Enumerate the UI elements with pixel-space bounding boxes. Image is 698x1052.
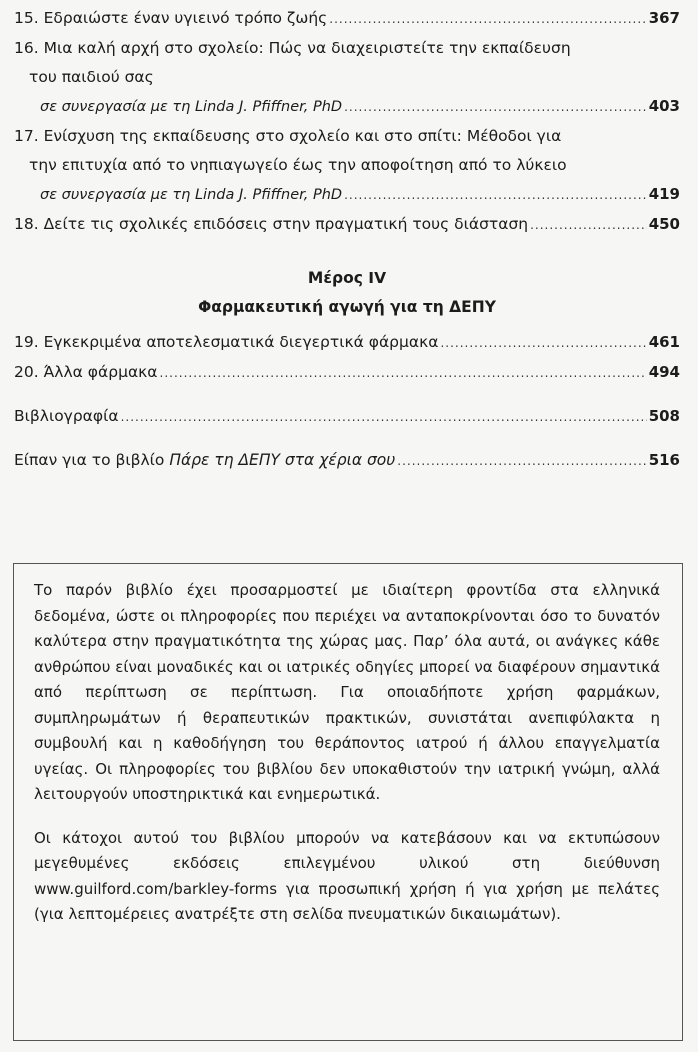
toc-leader-dots	[160, 359, 647, 388]
toc-entry-page: 419	[648, 185, 680, 203]
part-label: Μέρος IV	[307, 269, 387, 287]
toc-entry-title: 20. Άλλα φάρμακα	[14, 363, 158, 381]
toc-entry-page: 508	[648, 407, 680, 425]
toc-entry-title: 16. Μια καλή αρχή στο σχολείο: Πώς να διαχειριστείτε την εκπαίδευση	[14, 39, 571, 57]
toc-entry-title-continued: την επιτυχία από το νηπιαγωγείο έως την αποφοίτηση από το λύκειο	[29, 156, 567, 174]
toc-entry-title: Είπαν για το βιβλίο	[14, 451, 170, 469]
table-of-contents	[14, 4, 680, 476]
toc-entry-contributor: σε συνεργασία με τη Linda J. Pfiffner, PhD	[40, 187, 343, 203]
toc-entry-contributor: σε συνεργασία με τη Linda J. Pfiffner, PhD	[40, 99, 343, 115]
toc-entry-bibliography	[14, 402, 680, 432]
toc-entry-title: Βιβλιογραφία	[14, 407, 119, 425]
toc-entry-18	[14, 210, 680, 240]
toc-entry-quotes	[14, 446, 680, 476]
toc-entry-page: 450	[648, 215, 680, 233]
toc-entry-page: 367	[648, 9, 680, 27]
toc-entry-title-continued: του παιδιού σας	[29, 68, 154, 86]
toc-entry-page: 494	[648, 363, 680, 381]
toc-leader-dots	[121, 403, 647, 432]
toc-entry-20	[14, 358, 680, 388]
toc-leader-dots	[397, 447, 646, 476]
toc-entry-page: 516	[648, 451, 680, 469]
toc-entry-17-line2	[14, 151, 680, 180]
toc-leader-dots	[329, 5, 646, 34]
toc-entry-19	[14, 328, 680, 358]
notice-paragraph: Το παρόν βιβλίο έχει προσαρμοστεί με ιδιαίτερη φροντίδα στα ελληνικά δεδομένα, ώστε οι πληροφορίες που περιέχει να ανταποκρίνονται όσο το δυνατόν καλύτερα στην πραγματικότητα της χώρας μας. Παρ’ όλα αυτά, οι ανάγκες κάθε ανθρώπου είναι μοναδικές και οι ιατρικές οδηγίες μπορεί να διαφέρουν σημαντικά από περίπτωση σε περίπτωση. Για οποιαδήποτε χρήση φαρμάκων, συμπληρωμάτων ή θεραπευτικών πρακτικών, συνιστάται ανεπιφύλακτα η συμβουλή και η καθοδήγηση του θεράποντος ιατρού ή άλλου επαγγελματία υγείας. Οι πληροφορίες του βιβλίου δεν υποκαθιστούν την ιατρική γνώμη, αλλά λειτουργούν υποστηρικτικά και ενημερωτικά.	[34, 581, 660, 803]
notice-box	[13, 563, 683, 1041]
toc-entry-15	[14, 4, 680, 34]
toc-entry-17-line1	[14, 122, 680, 151]
toc-entry-title: 15. Εδραιώστε έναν υγιεινό τρόπο ζωής	[14, 9, 328, 27]
toc-entry-book-title: Πάρε τη ΔΕΠΥ στα χέρια σου	[169, 451, 396, 469]
toc-entry-page: 403	[648, 97, 680, 115]
toc-leader-dots	[344, 93, 647, 122]
toc-entry-title: 17. Ενίσχυση της εκπαίδευσης στο σχολείο και στο σπίτι: Μέθοδοι για	[14, 127, 562, 145]
toc-entry-17-contributor	[14, 180, 680, 210]
toc-entry-16-line2	[14, 63, 680, 92]
toc-entry-title: 18. Δείτε τις σχολικές επιδόσεις στην πραγματική τους διάσταση	[14, 215, 529, 233]
toc-entry-page: 461	[648, 333, 680, 351]
toc-entry-16-line1	[14, 34, 680, 63]
toc-leader-dots	[530, 211, 647, 240]
toc-leader-dots	[440, 329, 646, 358]
toc-entry-16-contributor	[14, 92, 680, 122]
part-title: Φαρμακευτική αγωγή για τη ΔΕΠΥ	[198, 298, 496, 316]
notice-paragraph: Οι κάτοχοι αυτού του βιβλίου μπορούν να κατεβάσουν και να εκτυπώσουν μεγεθυμένες εκδόσεις επιλεγμένου υλικού στη διεύθυνση www.guilford.com/barkley-forms για προσωπική χρήση ή για χρήση με πελάτες (για λεπτομέρειες ανατρέξτε στη σελίδα πνευματικών δικαιωμάτων).	[34, 828, 660, 923]
toc-entry-title: 19. Εγκεκριμένα αποτελεσματικά διεγερτικά φάρμακα	[14, 333, 439, 351]
toc-leader-dots	[344, 181, 647, 210]
